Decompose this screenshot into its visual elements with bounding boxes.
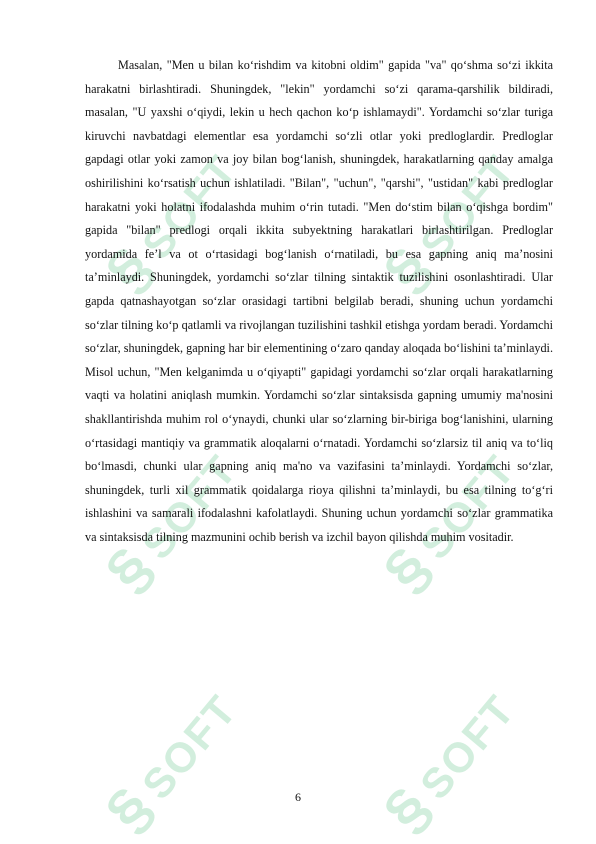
watermark-glyph-icon: § bbox=[370, 773, 445, 844]
watermark-text: SOFT bbox=[410, 685, 525, 808]
body-paragraph: Masalan, "Men u bilan ko‘rishdim va kitobni oldim" gapida "va" qo‘shma so‘zi ikkita harakatni birlashtiradi. Shuningdek, "lekin" yordamchi so‘zi qarama-qarshilik bildiradi, masalan, "U yaxshi o‘qiydi, lekin u hech qachon ko‘p ishlamaydi". Yordamchi so‘zlar turiga kiruvchi navbatdagi elementlar esa yordamchi so‘zli otlar yoki predloglardir. Predloglar gapdagi otlar yoki zamon va joy bilan bog‘lanish, shuningdek, harakatlarning qanday amalga oshirilishini ko‘rsatish uchun ishlatiladi. "Bilan", "uchun", "qarshi", "ustidan" kabi predloglar harakatni yoki holatni ifodalashda muhim o‘rin tutadi. "Men do‘stim bilan o‘qishga bordim" gapida "bilan" predlogi orqali ikkita subyektning harakatlari birlashtirilgan. Predloglar yordamida fe’l va ot o‘rtasidagi bog‘lanish o‘rnatiladi, bu esa gapning aniq ma’nosini ta’minlaydi. Shuningdek, yordamchi so‘zlar tilning sintaktik tuzilishini osonlashtiradi. Ular gapda qatnashayotgan so‘zlar orasidagi tartibni belgilab beradi, shuning uchun yordamchi so‘zlar tilning ko‘p qatlamli va rivojlangan tuzilishini tashkil etishga yordam beradi. Yordamchi so‘zlar, shuningdek, gapning har bir elementining o‘zaro qanday aloqada bo‘lishini ta’minlaydi. Misol uchun, "Men kelganimda u o‘qiyapti" gapidagi yordamchi so‘zlar orqali harakatlarning vaqti va holatini aniqlash mumkin. Yordamchi so‘zlar sintaksisda gapning umumiy ma'nosini shakllantirishda muhim rol o‘ynaydi, chunki ular so‘zlarning bir-biriga bog‘lanishini, ularning o‘rtasidagi mantiqiy va grammatik aloqalarni o‘rnatadi. Yordamchi so‘zlarsiz til aniq va to‘liq bo‘lmasdi, chunki ular gapning aniq ma'no va vazifasini ta’minlaydi. Yordamchi so‘zlar, shuningdek, turli xil grammatik qoidalarga rioya qilishni ta’minlaydi, bu esa tilning to‘g‘ri ishlashini va samarali ifodalashni kafolatlaydi. Shuning uchun yordamchi so‘zlar grammatika va sintaksisda tilning mazmunini ochib berish va izchil bayon qilishda muhim vositadir. bbox=[85, 58, 553, 544]
watermark-glyph-icon: § bbox=[370, 233, 445, 304]
watermark-text: SOFT bbox=[132, 445, 247, 568]
watermark-logo-6 bbox=[370, 675, 528, 844]
watermark-glyph-icon: § bbox=[92, 533, 167, 604]
watermark-glyph-icon: § bbox=[370, 533, 445, 604]
watermark-text: SOFT bbox=[132, 685, 247, 808]
watermark-text: SOFT bbox=[410, 145, 525, 268]
page-number: 6 bbox=[295, 790, 301, 804]
watermark-logo-5 bbox=[92, 675, 250, 844]
watermark-text: SOFT bbox=[132, 145, 247, 268]
watermark-glyph-icon: § bbox=[92, 233, 167, 304]
watermark-glyph-icon: § bbox=[92, 773, 167, 844]
watermark-text: SOFT bbox=[410, 445, 525, 568]
